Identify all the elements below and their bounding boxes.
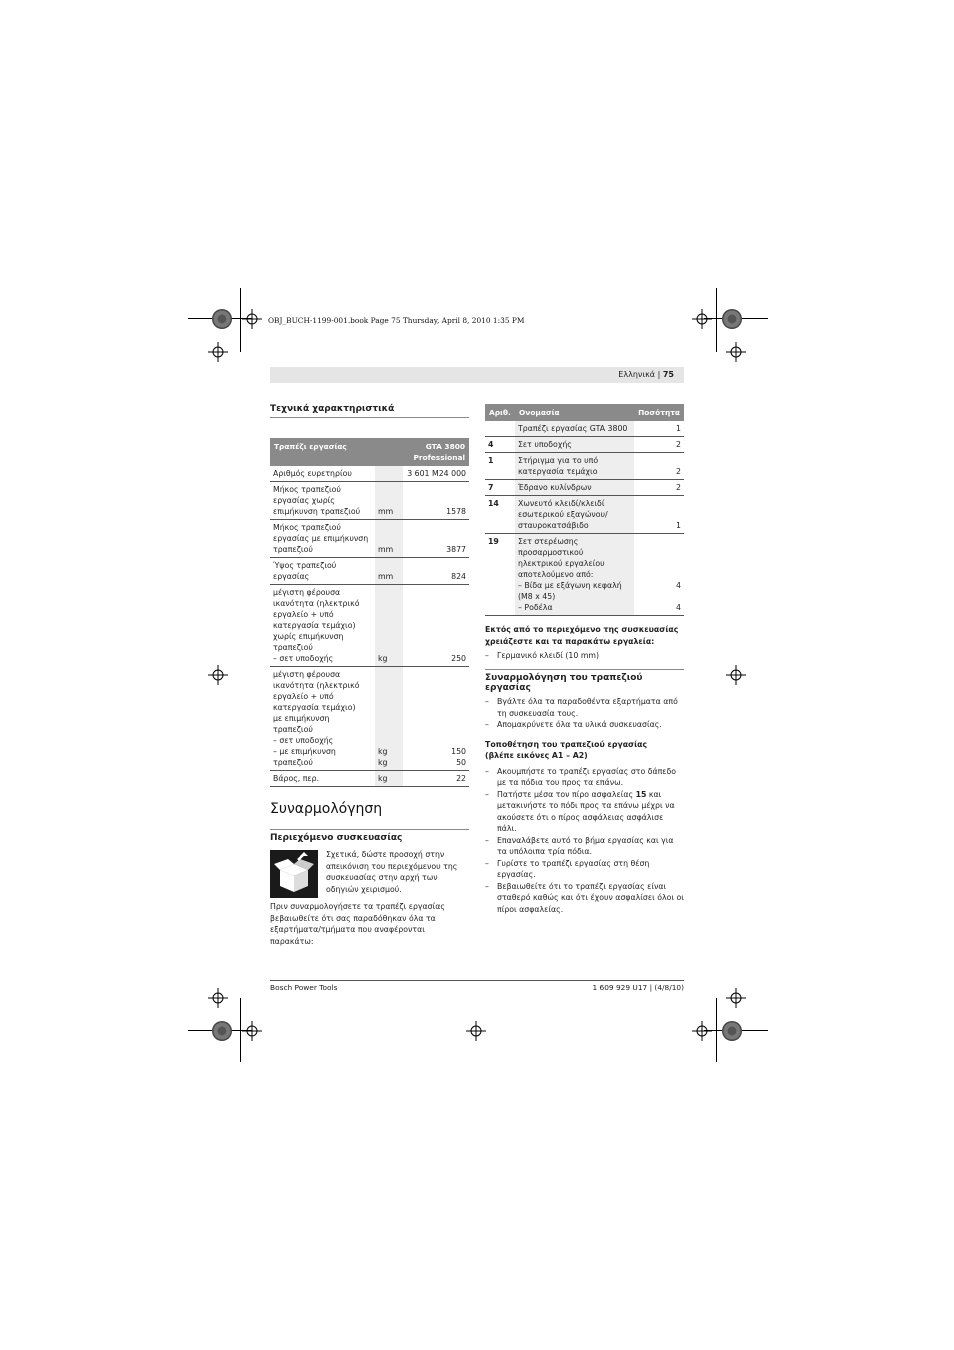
tech-label-line: χωρίς επιμήκυνση <box>273 632 344 641</box>
list-item: – Γερμανικό κλειδί (10 mm) <box>485 650 684 662</box>
parts-name-line: ηλεκτρικού εργαλείου <box>518 559 605 568</box>
parts-qty-line: 1 <box>676 521 681 530</box>
contents-section <box>270 829 469 846</box>
tech-value <box>403 520 469 558</box>
tech-label-line: ικανότητα (ηλεκτρικό <box>273 681 360 690</box>
tech-label-line: με επιμήκυνση <box>273 714 330 723</box>
tech-head-label: Τραπέζι εργασίας <box>270 438 403 466</box>
parts-head-no: Αριθ. <box>485 404 515 421</box>
parts-qty <box>634 453 684 480</box>
tech-row <box>270 482 469 520</box>
tech-label <box>270 558 375 585</box>
parts-name-line: σταυροκατσάβιδο <box>518 521 589 530</box>
crosshair-icon <box>692 309 712 329</box>
parts-name-line: Χωνευτό κλειδί/κλειδί <box>518 499 605 508</box>
tech-value <box>403 482 469 520</box>
parts-qty-line: 2 <box>676 440 681 449</box>
tech-label-line: Αριθμός ευρετηρίου <box>273 469 352 478</box>
tech-unit <box>375 482 403 520</box>
crosshair-icon <box>208 665 228 685</box>
parts-qty-line: 2 <box>676 467 681 476</box>
tech-value <box>403 667 469 771</box>
parts-no: 1 <box>485 453 515 480</box>
tech-unit-line: mm <box>378 572 394 581</box>
tech-label-line: εργασίας χωρίς <box>273 496 335 505</box>
tech-label <box>270 771 375 787</box>
crosshair-icon <box>726 665 746 685</box>
crosshair-icon <box>726 988 746 1008</box>
parts-name-line: αποτελούμενο από: <box>518 570 594 579</box>
tech-label-line: Ύψος τραπεζιού <box>273 561 337 570</box>
registration-target-icon <box>722 309 742 329</box>
parts-qty <box>634 437 684 453</box>
page-number: 75 <box>662 370 674 379</box>
tech-label-line: Μήκος τραπεζιού <box>273 523 341 532</box>
tech-label-line: Μήκος τραπεζιού <box>273 485 341 494</box>
tech-value <box>403 771 469 787</box>
tech-unit-line: kg <box>378 758 388 767</box>
tech-value-line: 50 <box>456 758 466 767</box>
tech-specs-header-row <box>270 438 469 466</box>
tech-specs-table <box>270 438 469 787</box>
parts-name-line: Τραπέζι εργασίας GTA 3800 <box>518 424 628 433</box>
parts-name-line: – Βίδα με εξάγωνη κεφαλή <box>518 581 622 590</box>
tech-label <box>270 520 375 558</box>
registration-target-icon <box>212 1021 232 1041</box>
parts-name <box>515 480 634 496</box>
footer-brand: Bosch Power Tools <box>270 983 338 992</box>
tech-label-line: – με επιμήκυνση <box>273 747 336 756</box>
tech-row <box>270 466 469 482</box>
tech-label <box>270 585 375 667</box>
parts-qty-line: 4 <box>676 581 681 590</box>
parts-qty <box>634 496 684 534</box>
tech-label-line: επιμήκυνση τραπεζιού <box>273 507 361 516</box>
tech-unit <box>375 585 403 667</box>
tech-head-model-line: GTA 3800 <box>425 442 465 451</box>
tech-label-line: μέγιστη φέρουσα <box>273 588 341 597</box>
list-item: – Πατήστε μέσα τον πίρο ασφαλείας 15 και μετακινήστε το πόδι προς τα επάνω μέχρι να ακούσετε ότι ο πίρος ασφάλειας ασφάλισε πάλι. <box>485 789 684 835</box>
parts-qty <box>634 421 684 437</box>
parts-qty-line: 4 <box>676 603 681 612</box>
parts-qty-line: 2 <box>676 483 681 492</box>
tech-label-line: τραπεζιού <box>273 758 313 767</box>
tech-label-line: εργασίας <box>273 572 310 581</box>
footer-rule <box>270 980 684 981</box>
tech-unit-line: kg <box>378 747 388 756</box>
list-item: – Βεβαιωθείτε ότι το τραπέζι εργασίας είναι σταθερό καθώς και ότι έχουν ασφαλίσει όλοι οι πίροι ασφαλείας. <box>485 881 684 916</box>
tech-label-line: κατεργασία τεμάχιο) <box>273 621 356 630</box>
tech-value-line: 1578 <box>446 507 466 516</box>
tech-value <box>403 585 469 667</box>
parts-name <box>515 534 634 616</box>
tech-label-line: – σετ υποδοχής <box>273 654 334 663</box>
parts-name-line: Έδρανο κυλίνδρων <box>518 483 592 492</box>
assembly-title: Συναρμολόγηση <box>270 801 383 817</box>
tech-value-line: 3877 <box>446 545 466 554</box>
tech-specs-section <box>270 404 469 787</box>
parts-no: 19 <box>485 534 515 616</box>
tech-label <box>270 482 375 520</box>
tech-head-model-line: Professional <box>413 453 465 462</box>
parts-head-name: Ονομασία <box>515 404 634 421</box>
extra-tools-title: Εκτός από το περιεχόμενο της συσκευασίας χρειάζεστε και τα παρακάτω εργαλεία: <box>485 625 679 646</box>
tech-value-line: 150 <box>451 747 466 756</box>
contents-note: Σχετικά, δώστε προσοχή στην απεικόνιση του περιεχόμενου της συσκευασίας στην αρχή των οδηγιών χειρισμού. <box>326 850 458 894</box>
workbench-steps <box>485 696 684 731</box>
parts-row <box>485 437 684 453</box>
parts-name-line: εσωτερικού εξαγώνου/ <box>518 510 608 519</box>
list-item: – Ακουμπήστε το τραπέζι εργασίας στο δάπεδο με τα πόδια του προς τα επάνω. <box>485 766 684 789</box>
print-slug: OBJ_BUCH-1199-001.book Page 75 Thursday, April 8, 2010 1:35 PM <box>268 316 525 325</box>
tech-label-line: κατεργασία τεμάχιο) <box>273 703 356 712</box>
crosshair-icon <box>242 309 262 329</box>
tech-row <box>270 520 469 558</box>
tech-value <box>403 558 469 585</box>
tech-unit-line: mm <box>378 507 394 516</box>
parts-row <box>485 496 684 534</box>
tech-value-line: 250 <box>451 654 466 663</box>
placement-subtitle-line: Τοποθέτηση του τραπεζιού εργασίας <box>485 739 648 749</box>
list-item: – Απομακρύνετε όλα τα υλικά συσκευασίας. <box>485 719 684 731</box>
parts-name-line: (M8 x 45) <box>518 592 556 601</box>
tech-value <box>403 466 469 482</box>
parts-qty-line <box>637 591 681 602</box>
parts-row <box>485 453 684 480</box>
tech-row <box>270 585 469 667</box>
parts-no: 4 <box>485 437 515 453</box>
tech-label <box>270 466 375 482</box>
tech-unit <box>375 558 403 585</box>
crosshair-icon <box>242 1021 262 1041</box>
workbench-section <box>485 669 684 915</box>
tech-unit-line: kg <box>378 654 388 663</box>
parts-head-qty: Ποσότητα <box>634 404 684 421</box>
placement-subtitle <box>485 739 684 762</box>
contents-intro: Πριν συναρμολογήσετε τα τραπέζι εργασίας βεβαιωθείτε ότι σας παραδόθηκαν όλα τα εξαρτήματα/τμήματα που αναφέρονται παρακάτω: <box>270 902 445 946</box>
parts-table <box>485 404 684 616</box>
tech-label-line: – σετ υποδοχής <box>273 736 334 745</box>
parts-row <box>485 480 684 496</box>
parts-name-line: – Ροδέλα <box>518 603 553 612</box>
tech-unit-line: mm <box>378 545 394 554</box>
header-text <box>618 370 674 379</box>
list-item: – Βγάλτε όλα τα παραδοθέντα εξαρτήματα από τη συσκευασία τους. <box>485 696 684 719</box>
list-item: – Γυρίστε το τραπέζι εργασίας στη θέση εργασίας. <box>485 858 684 881</box>
tech-label-line: εργαλείο + υπό <box>273 692 334 701</box>
tech-specs-body <box>270 466 469 787</box>
tech-label-line: ικανότητα (ηλεκτρικό <box>273 599 360 608</box>
tech-value-line: 824 <box>451 572 466 581</box>
parts-name <box>515 496 634 534</box>
parts-section <box>485 404 684 662</box>
tech-unit <box>375 520 403 558</box>
running-header <box>270 367 684 383</box>
tech-head-model <box>403 438 469 466</box>
parts-no <box>485 421 515 437</box>
parts-qty <box>634 480 684 496</box>
tech-label-line: τραπεζιού <box>273 545 313 554</box>
tech-unit <box>375 667 403 771</box>
tech-label-line: Βάρος, περ. <box>273 774 320 783</box>
parts-row <box>485 534 684 616</box>
registration-target-icon <box>722 1021 742 1041</box>
parts-qty <box>634 534 684 616</box>
crosshair-icon <box>208 342 228 362</box>
tech-row <box>270 667 469 771</box>
header-language: Ελληνικά <box>618 370 656 379</box>
header-separator: | <box>657 370 661 379</box>
tech-label-line: τραπεζιού <box>273 725 313 734</box>
contents-title: Περιεχόμενο συσκευασίας <box>270 829 469 846</box>
crop-line <box>716 288 717 352</box>
tech-label-line: τραπεζιού <box>273 643 313 652</box>
tech-specs-title: Τεχνικά χαρακτηριστικά <box>270 404 469 418</box>
tech-unit <box>375 771 403 787</box>
parts-no: 7 <box>485 480 515 496</box>
parts-name <box>515 437 634 453</box>
tech-unit <box>375 466 403 482</box>
tech-label-line: εργασίας με επιμήκυνση <box>273 534 369 543</box>
parts-no: 14 <box>485 496 515 534</box>
tech-row <box>270 558 469 585</box>
package-box-icon <box>270 850 318 898</box>
parts-name-line: Σετ υποδοχής <box>518 440 572 449</box>
registration-target-icon <box>212 309 232 329</box>
crosshair-icon <box>208 988 228 1008</box>
parts-header-row <box>485 404 684 421</box>
parts-name-line: κατεργασία τεμάχιο <box>518 467 598 476</box>
parts-name-line: προσαρμοστικού <box>518 548 584 557</box>
parts-name-line: Σετ στερέωσης <box>518 537 579 546</box>
extra-tools-list <box>485 650 684 662</box>
parts-row <box>485 421 684 437</box>
footer-code: 1 609 929 U17 | (4/8/10) <box>592 983 684 992</box>
parts-name <box>515 453 634 480</box>
list-item: – Επαναλάβετε αυτό το βήμα εργασίας και για τα υπόλοιπα τρία πόδια. <box>485 835 684 858</box>
parts-name-line: Στήριγμα για το υπό <box>518 456 599 465</box>
crosshair-icon <box>726 342 746 362</box>
tech-value-line: 22 <box>456 774 466 783</box>
tech-row <box>270 771 469 787</box>
workbench-title: Συναρμολόγηση του τραπεζιού εργασίας <box>485 669 684 696</box>
parts-name <box>515 421 634 437</box>
tech-label-line: εργαλείο + υπό <box>273 610 334 619</box>
crosshair-icon <box>692 1021 712 1041</box>
tech-label-line: μέγιστη φέρουσα <box>273 670 341 679</box>
placement-subtitle-line: (βλέπε εικόνες A1 – A2) <box>485 751 588 760</box>
parts-qty-line: 1 <box>676 424 681 433</box>
tech-value-line: 3 601 M24 000 <box>407 469 466 478</box>
tech-label <box>270 667 375 771</box>
crop-line <box>240 288 241 352</box>
placement-steps <box>485 766 684 916</box>
tech-unit-line: kg <box>378 774 388 783</box>
crosshair-icon <box>466 1021 486 1041</box>
parts-body <box>485 421 684 616</box>
